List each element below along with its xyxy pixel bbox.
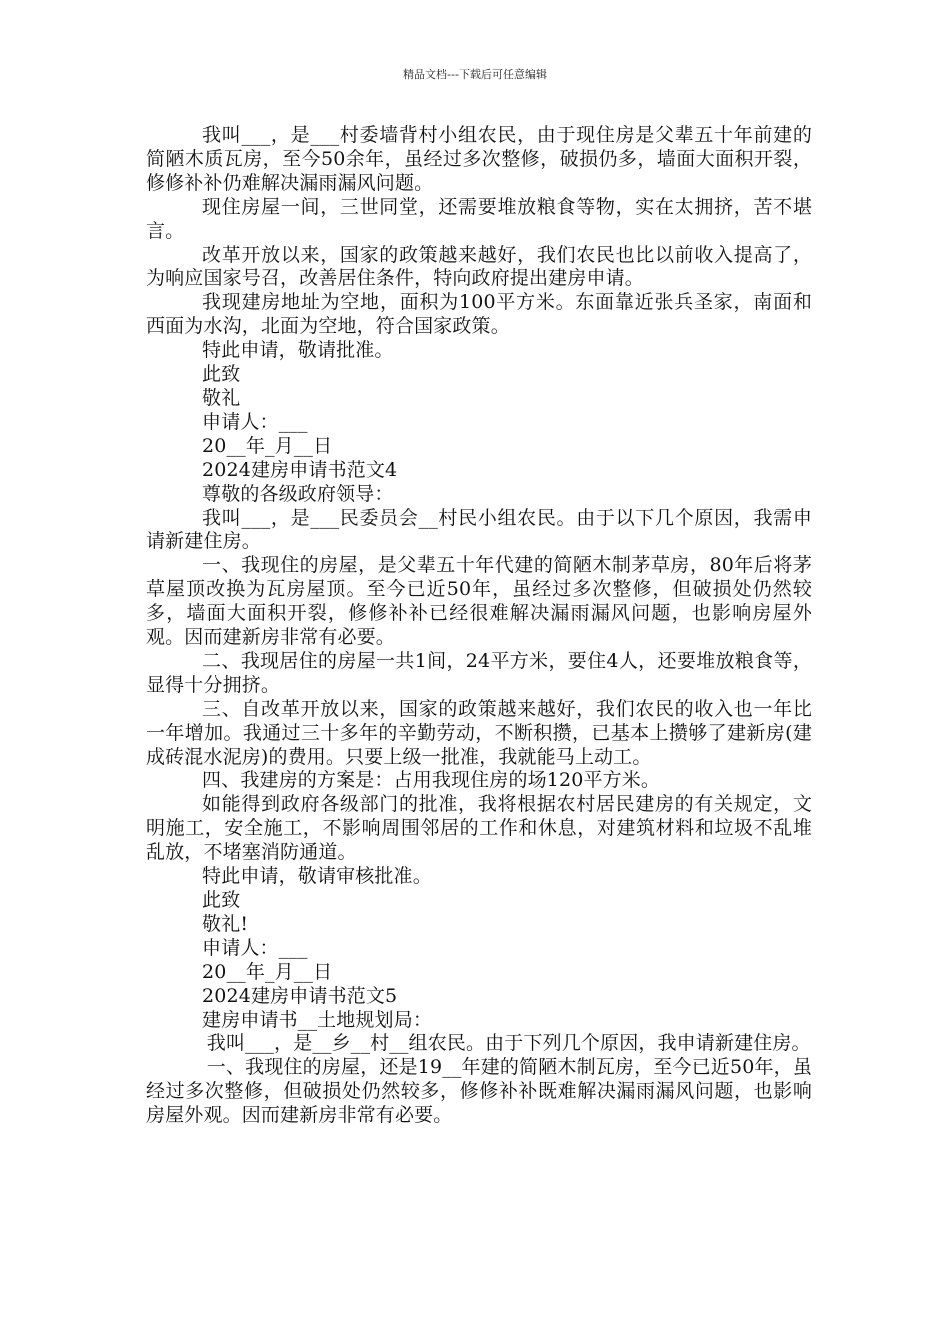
closing-line: 此致 bbox=[202, 889, 241, 911]
applicant-line: 申请人：___ bbox=[202, 936, 308, 959]
paragraph: 一、我现住的房屋，是父辈五十年代建的简陋木制茅草房，80年后将茅草屋顶改换为瓦房屋顶。至今已近50年，虽经过多次整修，但破损处仍然较多，墙面大面积开裂，修修补补已经很难解决漏雨漏风问题，也影响房屋外观。因而建新房非常有必要。 bbox=[146, 554, 812, 649]
paragraph: 我叫___，是___村委墙背村小组农民，由于现住房是父辈五十年前建的简陋木质瓦房，至今50余年，虽经过多次整修，破损仍多，墙面大面积开裂，修修补补仍难解决漏雨漏风问题。 bbox=[146, 124, 812, 194]
section-title: 2024建房申请书范文4 bbox=[202, 458, 398, 481]
paragraph: 我叫___，是___民委员会__村民小组农民。由于以下几个原因，我需申请新建住房。 bbox=[146, 506, 812, 553]
applicant-line: 申请人：___ bbox=[202, 410, 308, 433]
salutation: 建房申请书__土地规划局： bbox=[202, 1008, 432, 1031]
date-line: 20__年_月__日 bbox=[202, 960, 333, 983]
closing-line: 此致 bbox=[202, 363, 241, 386]
paragraph: 特此申请，敬请批准。 bbox=[202, 339, 394, 362]
paragraph: 二、我现居住的房屋一共1间，24平方米，要住4人，还要堆放粮食等，显得十分拥挤。 bbox=[146, 649, 812, 696]
paragraph: 如能得到政府各级部门的批准，我将根据农村居民建房的有关规定，文明施工，安全施工，不影响周围邻居的工作和休息，对建筑材料和垃圾不乱堆乱放，不堵塞消防通道。 bbox=[146, 793, 812, 864]
paragraph: 四、我建房的方案是：占用我现住房的场120平方米。 bbox=[202, 769, 661, 792]
section-title: 2024建房申请书范文5 bbox=[202, 984, 398, 1007]
document-body bbox=[146, 124, 812, 1128]
closing-line: 敬礼! bbox=[202, 912, 249, 935]
paragraph: 改革开放以来，国家的政策越来越好，我们农民也比以前收入提高了，为响应国家号召，改善居住条件，特向政府提出建房申请。 bbox=[146, 243, 812, 290]
paragraph: 三、自改革开放以来，国家的政策越来越好，我们农民的收入也一年比一年增加。我通过三十多年的辛勤劳动，不断积攒，已基本上攒够了建新房(建成砖混水泥房)的费用。只要上级一批准，我就能马上动工。 bbox=[146, 697, 812, 768]
salutation: 尊敬的各级政府领导： bbox=[202, 482, 394, 505]
paragraph: 特此申请，敬请审核批准。 bbox=[202, 865, 432, 888]
page-header: 精品文档---下载后可任意编辑 bbox=[403, 68, 547, 81]
paragraph: 我叫___，是__乡__村__组农民。由于下列几个原因，我申请新建住房。 bbox=[206, 1032, 811, 1055]
closing-line: 敬礼 bbox=[202, 386, 241, 409]
paragraph: 一、我现住的房屋，还是19__年建的简陋木制瓦房，至今已近50年，虽经过多次整修，但破损处仍然较多，修修补补既难解决漏雨漏风问题，也影响房屋外观。因而建新房非常有必要。 bbox=[146, 1056, 812, 1127]
paragraph: 现住房屋一间，三世同堂，还需要堆放粮食等物，实在太拥挤，苦不堪言。 bbox=[146, 195, 812, 242]
date-line: 20__年_月__日 bbox=[202, 434, 333, 457]
paragraph: 我现建房地址为空地，面积为100平方米。东面靠近张兵圣家，南面和西面为水沟，北面为空地，符合国家政策。 bbox=[146, 291, 812, 338]
